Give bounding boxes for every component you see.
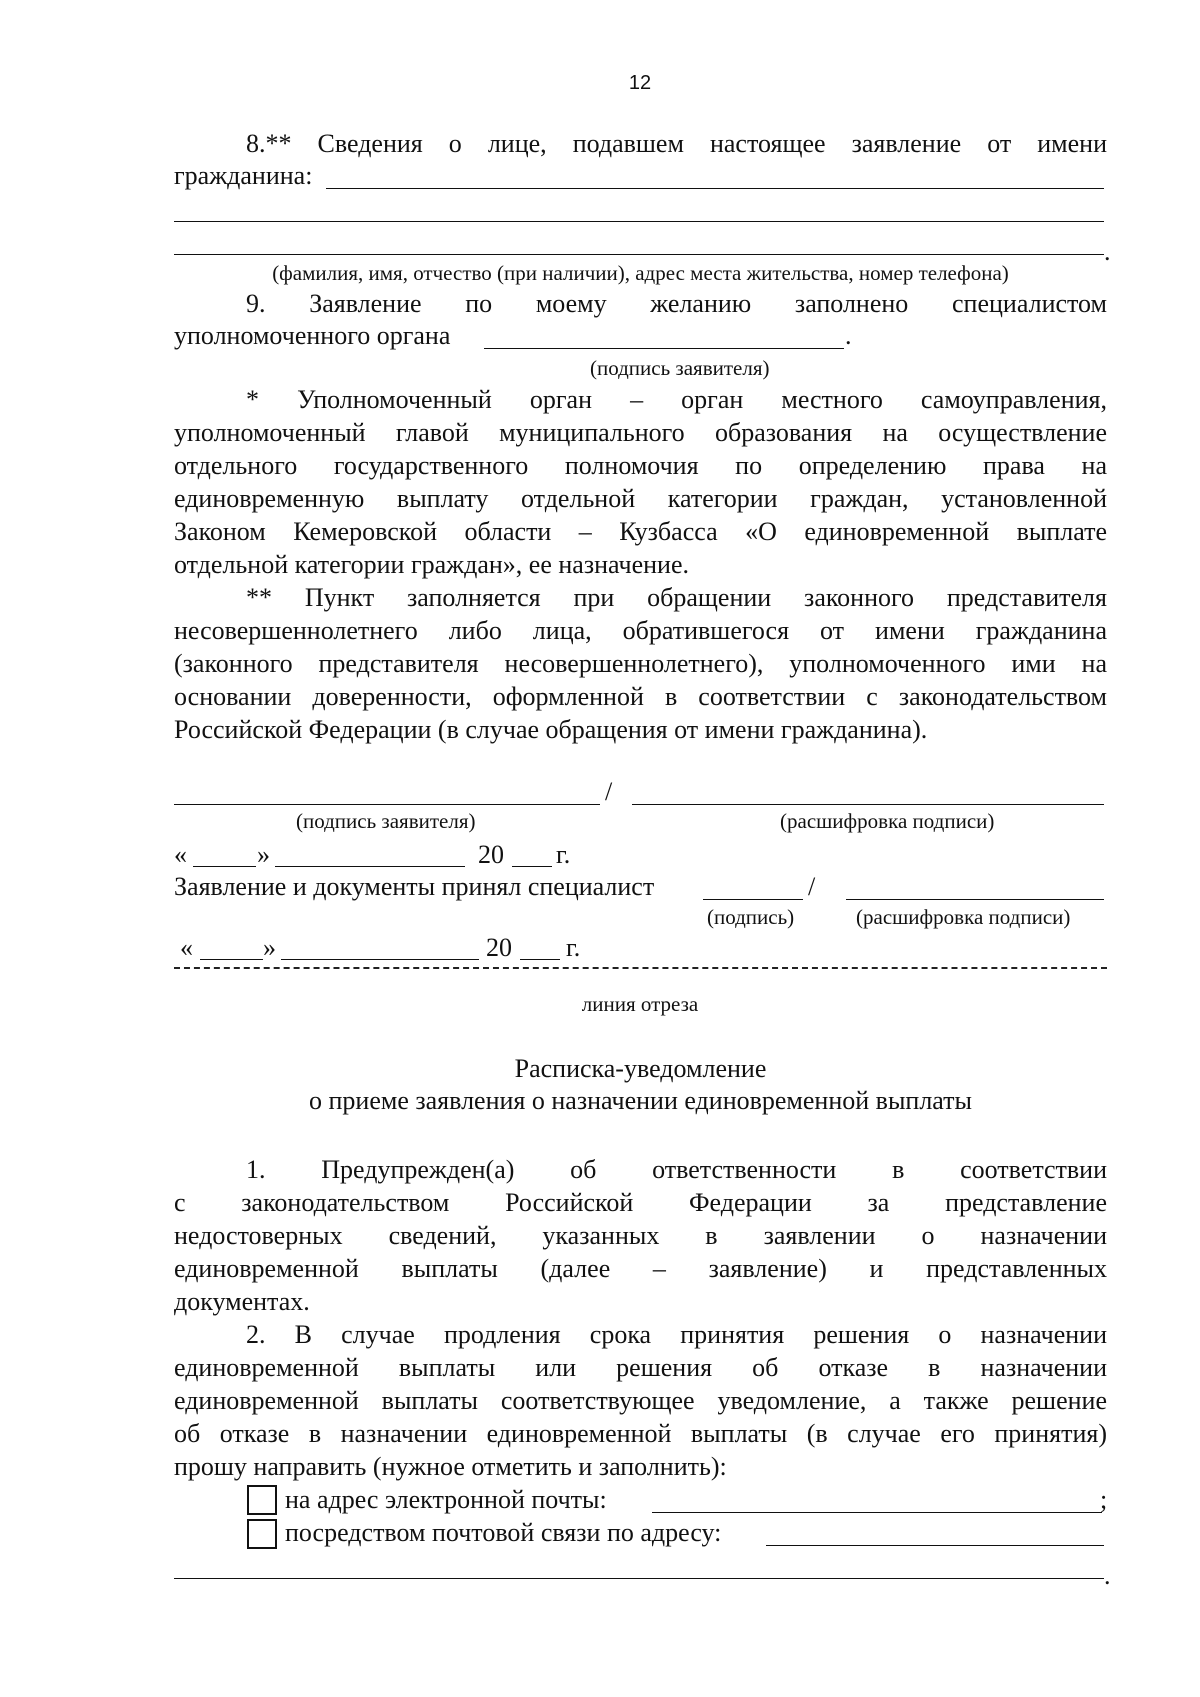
footnote1-line5: Законом Кемеровской области – Кузбасса «О единовременной выплате xyxy=(174,517,1107,546)
date1-close-quote: » xyxy=(257,840,270,869)
date1-year-line[interactable] xyxy=(512,866,552,867)
receipt-p1-line5: документах. xyxy=(174,1287,310,1316)
signature-slash: / xyxy=(605,777,613,806)
receipt-p2-line1: 2. В случае продления срока принятия решения о назначении xyxy=(246,1320,1107,1349)
post-fill-line-1[interactable] xyxy=(766,1545,1104,1546)
footnote2-line5: Российской Федерации (в случае обращения от имени гражданина). xyxy=(174,715,928,744)
applicant-decoding-caption: (расшифровка подписи) xyxy=(780,809,995,833)
receipt-title: Расписка-уведомление xyxy=(514,1054,767,1083)
receipt-p1-line4: единовременной выплаты (далее – заявление) и представленных xyxy=(174,1254,1107,1283)
date2-month-line[interactable] xyxy=(281,959,479,960)
receipt-subtitle: о приеме заявления о назначении единовременной выплаты xyxy=(309,1086,972,1115)
date1-open-quote: « xyxy=(174,840,187,869)
date1-year-prefix: 20 xyxy=(478,840,504,869)
applicant-signature-caption: (подпись заявителя) xyxy=(296,809,476,833)
date2-year-line[interactable] xyxy=(520,959,560,960)
date2-year-prefix: 20 xyxy=(486,933,512,962)
item9-caption: (подпись заявителя) xyxy=(590,356,770,380)
email-fill-line[interactable] xyxy=(652,1512,1102,1513)
item8-caption: (фамилия, имя, отчество (при наличии), адрес места жительства, номер телефона) xyxy=(272,261,1009,285)
specialist-signature-line[interactable] xyxy=(703,899,803,900)
item8-end-dot: . xyxy=(1104,237,1111,266)
receipt-p1-line1: 1. Предупрежден(а) об ответственности в соответствии xyxy=(246,1155,1107,1184)
footnote1-line2: уполномоченный главой муниципального образования на осуществление xyxy=(174,418,1107,447)
accepted-by-text: Заявление и документы принял специалист xyxy=(174,872,655,901)
post-end-dot: . xyxy=(1104,1561,1111,1590)
cut-line xyxy=(174,967,1107,969)
receipt-p2-line5: прошу направить (нужное отметить и заполнить): xyxy=(174,1452,727,1481)
receipt-p2-line4: об отказе в назначении единовременной выплаты (в случае его принятия) xyxy=(174,1419,1107,1448)
receipt-p1-line3: недостоверных сведений, указанных в заявлении о назначении xyxy=(174,1221,1107,1250)
date2-year-suffix: г. xyxy=(566,933,581,962)
email-end-semicolon: ; xyxy=(1100,1485,1108,1514)
item9-line1: 9. Заявление по моему желанию заполнено специалистом xyxy=(246,289,1107,318)
applicant-signature-line[interactable] xyxy=(174,804,600,805)
footnote2-line2: несовершеннолетнего либо лица, обратившегося от имени гражданина xyxy=(174,616,1107,645)
email-option-label: на адрес электронной почты: xyxy=(285,1485,607,1514)
email-option-checkbox[interactable] xyxy=(247,1485,277,1515)
specialist-decoding-caption: (расшифровка подписи) xyxy=(856,905,1071,929)
footnote1-line6: отдельной категории граждан», ее назначение. xyxy=(174,550,690,579)
item9-end-dot: . xyxy=(845,321,852,350)
date1-month-line[interactable] xyxy=(275,866,465,867)
receipt-p1-line2: с законодательством Российской Федерации за представление xyxy=(174,1188,1107,1217)
date1-year-suffix: г. xyxy=(556,840,571,869)
page-number: 12 xyxy=(628,72,652,94)
post-option-label: посредством почтовой связи по адресу: xyxy=(285,1518,722,1547)
applicant-decoding-line[interactable] xyxy=(632,804,1104,805)
post-option-checkbox[interactable] xyxy=(247,1519,277,1549)
item8-fill-line-2[interactable] xyxy=(174,221,1104,222)
footnote1-line4: единовременную выплату отдельной категории граждан, установленной xyxy=(174,484,1107,513)
date2-day-line[interactable] xyxy=(200,959,263,960)
item9-signature-line[interactable] xyxy=(484,348,844,349)
item8-line2: гражданина: xyxy=(174,161,313,190)
footnote2-line3: (законного представителя несовершеннолетнего), уполномоченного ими на xyxy=(174,649,1107,678)
footnote2-line4: основании доверенности, оформленной в соответствии с законодательством xyxy=(174,682,1107,711)
receipt-p2-line2: единовременной выплаты или решения об отказе в назначении xyxy=(174,1353,1107,1382)
item8-fill-line-3[interactable] xyxy=(174,254,1104,255)
item9-line2: уполномоченного органа xyxy=(174,321,451,350)
footnote2-line1: ** Пункт заполняется при обращении законного представителя xyxy=(246,583,1107,612)
receipt-p2-line3: единовременной выплаты соответствующее уведомление, а также решение xyxy=(174,1386,1107,1415)
item8-line1: 8.** Сведения о лице, подавшем настоящее заявление от имени xyxy=(246,129,1107,158)
specialist-decoding-line[interactable] xyxy=(846,899,1104,900)
post-fill-line-2[interactable] xyxy=(174,1578,1104,1579)
specialist-signature-caption: (подпись) xyxy=(707,905,795,929)
footnote1-line1: * Уполномоченный орган – орган местного самоуправления, xyxy=(246,385,1107,414)
cut-line-label: линия отреза xyxy=(581,992,699,1016)
footnote1-line3: отдельного государственного полномочия по определению права на xyxy=(174,451,1107,480)
specialist-slash: / xyxy=(808,872,816,901)
date1-day-line[interactable] xyxy=(193,866,256,867)
item8-fill-line-1[interactable] xyxy=(326,188,1104,189)
date2-open-quote: « xyxy=(180,933,193,962)
date2-close-quote: » xyxy=(263,933,276,962)
